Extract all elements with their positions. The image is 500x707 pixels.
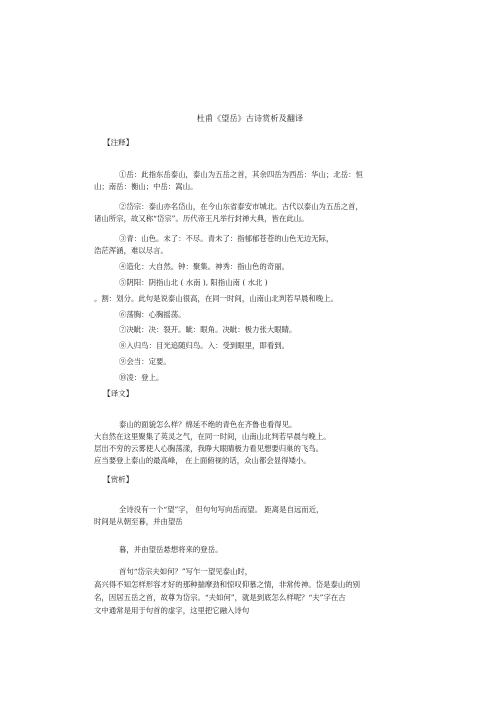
note-line: 。割：划分。此句是说泰山很高，在同一时间，山南山北判若早晨和晚上。 — [94, 294, 338, 303]
appreciation-heading: 【赏析】 — [103, 475, 134, 484]
note-line: ②岱宗：泰山亦名岱山，在今山东省泰安市城北。古代以泰山为五岳之首， — [119, 202, 363, 211]
note-line: ⑤阴阳：阴指山北 ( 水南 ), 阳指山南 ( 水北 ) — [119, 278, 268, 287]
translation-line: 大自然在这里聚集了英灵之气，在同一时间，山南山北判若早晨与晚上。 — [94, 432, 331, 441]
note-line: ⑨会当：定要。 — [119, 357, 171, 366]
notes-heading: 【注释】 — [103, 138, 134, 147]
appreciation-line: 暮，并由望岳悬想将来的登岳。 — [119, 545, 223, 554]
note-line: ⑦决眦：决：裂开。眦：眼角。决眦：极力张大眼睛。 — [119, 325, 297, 334]
page-title: 杜甫《望岳》古诗赏析及翻译 — [196, 114, 304, 123]
note-line: 浩茫浑涵，难以尽言。 — [94, 246, 168, 255]
appreciation-line: 时间是从朝至暮，并由望岳 — [94, 517, 183, 526]
appreciation-line: 全诗没有一个“望”字， 但句句写向岳而望。 距离是自远而近， — [119, 505, 324, 514]
appreciation-line: 高兴得不知怎样形容才好的那种揣摩劲和惊叹仰慕之情，非常传神。岱是泰山的别 — [94, 580, 361, 589]
appreciation-line: 文中通常是用于句首的虚字，这里把它融入诗句 — [94, 606, 250, 615]
appreciation-line: 首句“岱宗夫如何？”写乍一望见泰山时， — [119, 567, 253, 576]
note-line: ⑧入归鸟：目光追随归鸟。入：受到眼里，即看到。 — [119, 341, 289, 350]
note-line: ③青：山色。未了：不尽。青未了：指郁郁苍苍的山色无边无际， — [119, 234, 334, 243]
note-line: 诸山所宗，故又称“岱宗”。历代帝王凡举行封禅大典，皆在此山。 — [94, 214, 309, 223]
note-line: ⑩凌：登上。 — [119, 373, 164, 382]
appreciation-line: 名，因居五岳之首，故尊为岱宗。“夫如何”，就是到底怎么样呢？“夫”字在古 — [94, 593, 346, 602]
note-line: ④造化：大自然。钟：聚集。神秀：指山色的奇丽。 — [119, 262, 289, 271]
translation-line: 应当要登上泰山的最高峰， 在上面俯视的话，众山都会显得矮小。 — [94, 456, 311, 465]
note-line: ①岳：此指东岳泰山，泰山为五岳之首，其余四岳为西岳：华山；北岳：恒 — [119, 170, 363, 179]
note-line: 山；南岳：衡山；中岳：嵩山。 — [94, 182, 198, 191]
note-line: ⑥荡胸：心胸摇荡。 — [119, 310, 186, 319]
translation-line: 泰山的面貌怎么样？绵延不绝的青色在齐鲁也看得见。 — [119, 420, 297, 429]
translation-line: 层出不穷的云雾使人心胸荡漾，我睁大眼睛极力看见想要归巢的飞鸟。 — [94, 444, 324, 453]
translation-heading: 【译文】 — [103, 389, 134, 398]
